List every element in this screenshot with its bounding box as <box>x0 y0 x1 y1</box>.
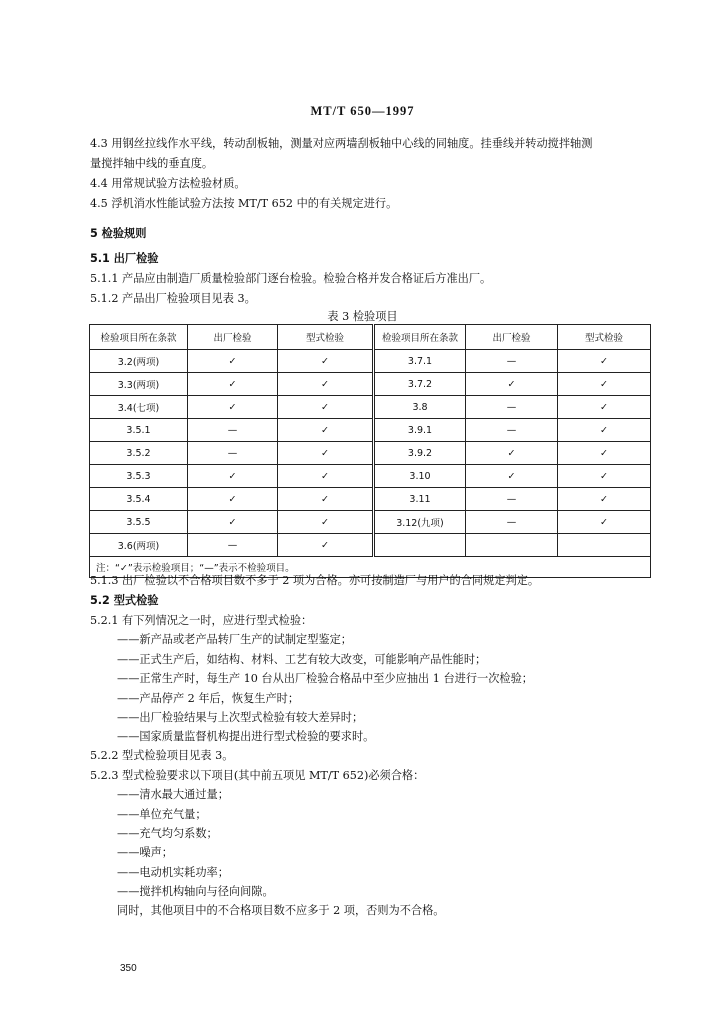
section-5-1-heading: 5.1 出厂检验 <box>90 252 159 265</box>
section-5-heading: 5 检验规则 <box>90 227 147 240</box>
table-note: 注：“✓”表示检验项目；“—”表示不检验项目。 <box>90 557 651 578</box>
table-row <box>90 488 651 511</box>
col-header: 出厂检验 <box>466 325 558 350</box>
para-5-1-3: 5.1.3 出厂检验以不合格项目数不多于 2 项为合格。亦可按制造厂与用户的合同规定判定。 <box>90 574 540 587</box>
para-4-3-line1: 4.3 用钢丝拉线作水平线，转动刮板轴，测量对应两墙刮板轴中心线的同轴度。挂垂线并转动搅拌轴测 <box>90 137 593 150</box>
table-cell <box>558 534 651 557</box>
table-cell: — <box>466 419 558 442</box>
para-5-2-1: 5.2.1 有下列情况之一时，应进行型式检验： <box>90 614 313 627</box>
inspection-table <box>89 324 651 578</box>
table-cell: ✓ <box>278 350 374 373</box>
table-row <box>90 511 651 534</box>
table-row <box>90 465 651 488</box>
table-row <box>90 373 651 396</box>
table-cell: 3.10 <box>374 465 466 488</box>
table-row <box>90 350 651 373</box>
table-cell: 3.5.4 <box>90 488 188 511</box>
table-cell: — <box>466 488 558 511</box>
table-cell: 3.8 <box>374 396 466 419</box>
table-cell: ✓ <box>278 488 374 511</box>
table-cell: ✓ <box>188 488 278 511</box>
table-cell: 3.9.2 <box>374 442 466 465</box>
para-5-1-1: 5.1.1 产品应由制造厂质量检验部门逐台检验。检验合格并发合格证后方准出厂。 <box>90 272 492 285</box>
list-item: ——新产品或老产品转厂生产的试制定型鉴定； <box>117 633 352 646</box>
page-number: 350 <box>120 963 137 974</box>
table-cell: ✓ <box>558 465 651 488</box>
table-row <box>90 442 651 465</box>
section-5-2-heading: 5.2 型式检验 <box>90 594 159 607</box>
table-cell: 3.9.1 <box>374 419 466 442</box>
table-cell: ✓ <box>558 396 651 419</box>
table-cell: ✓ <box>278 373 374 396</box>
table-cell <box>466 534 558 557</box>
list-item: ——搅拌机构轴向与径向间隙。 <box>117 885 274 898</box>
para-5-2-2: 5.2.2 型式检验项目见表 3。 <box>90 749 234 762</box>
table-cell: ✓ <box>278 442 374 465</box>
table-cell <box>374 534 466 557</box>
table-row <box>90 396 651 419</box>
para-4-3-line2: 量搅拌轴中线的垂直度。 <box>90 157 214 170</box>
table-cell: ✓ <box>558 488 651 511</box>
table-cell: 3.2(两项) <box>90 350 188 373</box>
table-cell: — <box>466 396 558 419</box>
table-cell: 3.5.1 <box>90 419 188 442</box>
col-header: 型式检验 <box>278 325 374 350</box>
table-header-row <box>90 325 651 350</box>
col-header: 型式检验 <box>558 325 651 350</box>
table-cell: 3.12(九项) <box>374 511 466 534</box>
para-4-4: 4.4 用常规试验方法检验材质。 <box>90 177 246 190</box>
list-item: ——国家质量监督机构提出进行型式检验的要求时。 <box>117 730 375 743</box>
table-cell: ✓ <box>188 511 278 534</box>
table-cell: ✓ <box>558 350 651 373</box>
table-cell: ✓ <box>278 534 374 557</box>
table-cell: 3.6(两项) <box>90 534 188 557</box>
list-item: ——电动机实耗功率； <box>117 866 229 879</box>
table-row <box>90 419 651 442</box>
table-cell: ✓ <box>466 442 558 465</box>
list-item: ——清水最大通过量； <box>117 788 229 801</box>
document-header: MT/T 650—1997 <box>310 104 415 118</box>
col-header: 出厂检验 <box>188 325 278 350</box>
para-5-2-3: 5.2.3 型式检验要求以下项目(其中前五项见 MT/T 652)必须合格： <box>90 769 425 782</box>
table-cell: ✓ <box>188 465 278 488</box>
table-caption: 表 3 检验项目 <box>327 310 398 323</box>
table-cell: ✓ <box>558 419 651 442</box>
table-cell: ✓ <box>558 442 651 465</box>
table-cell: ✓ <box>466 373 558 396</box>
table-cell: 3.5.2 <box>90 442 188 465</box>
table-row <box>90 534 651 557</box>
table-cell: 3.4(七项) <box>90 396 188 419</box>
list-item: ——正常生产时，每生产 10 台从出厂检验合格品中至少应抽出 1 台进行一次检验； <box>117 672 533 685</box>
list-item: ——充气均匀系数； <box>117 827 218 840</box>
list-item: ——产品停产 2 年后，恢复生产时； <box>117 692 300 705</box>
col-header: 检验项目所在条款 <box>90 325 188 350</box>
table-cell: — <box>188 419 278 442</box>
table-cell: 3.5.5 <box>90 511 188 534</box>
list-item: ——单位充气量； <box>117 808 207 821</box>
table-cell: 3.3(两项) <box>90 373 188 396</box>
col-header: 检验项目所在条款 <box>374 325 466 350</box>
para-4-5: 4.5 浮机消水性能试验方法按 MT/T 652 中的有关规定进行。 <box>90 197 398 210</box>
list-item: ——噪声； <box>117 846 173 859</box>
table-cell: 3.5.3 <box>90 465 188 488</box>
para-5-1-2: 5.1.2 产品出厂检验项目见表 3。 <box>90 292 256 305</box>
table-cell: ✓ <box>278 419 374 442</box>
table-cell: — <box>188 534 278 557</box>
table-cell: ✓ <box>188 350 278 373</box>
list-item: ——正式生产后，如结构、材料、工艺有较大改变，可能影响产品性能时； <box>117 653 487 666</box>
table-cell: ✓ <box>466 465 558 488</box>
table-cell: ✓ <box>278 396 374 419</box>
table-cell: 3.7.1 <box>374 350 466 373</box>
table-cell: ✓ <box>278 465 374 488</box>
table-cell: ✓ <box>278 511 374 534</box>
table-cell: — <box>466 350 558 373</box>
table-cell: ✓ <box>558 511 651 534</box>
list-item: ——出厂检验结果与上次型式检验有较大差异时； <box>117 711 364 724</box>
table-cell: — <box>466 511 558 534</box>
table-cell: ✓ <box>558 373 651 396</box>
table-cell: ✓ <box>188 373 278 396</box>
table-cell: — <box>188 442 278 465</box>
para-final: 同时，其他项目中的不合格项目数不应多于 2 项，否则为不合格。 <box>117 904 445 917</box>
table-cell: ✓ <box>188 396 278 419</box>
table-cell: 3.11 <box>374 488 466 511</box>
table-cell: 3.7.2 <box>374 373 466 396</box>
